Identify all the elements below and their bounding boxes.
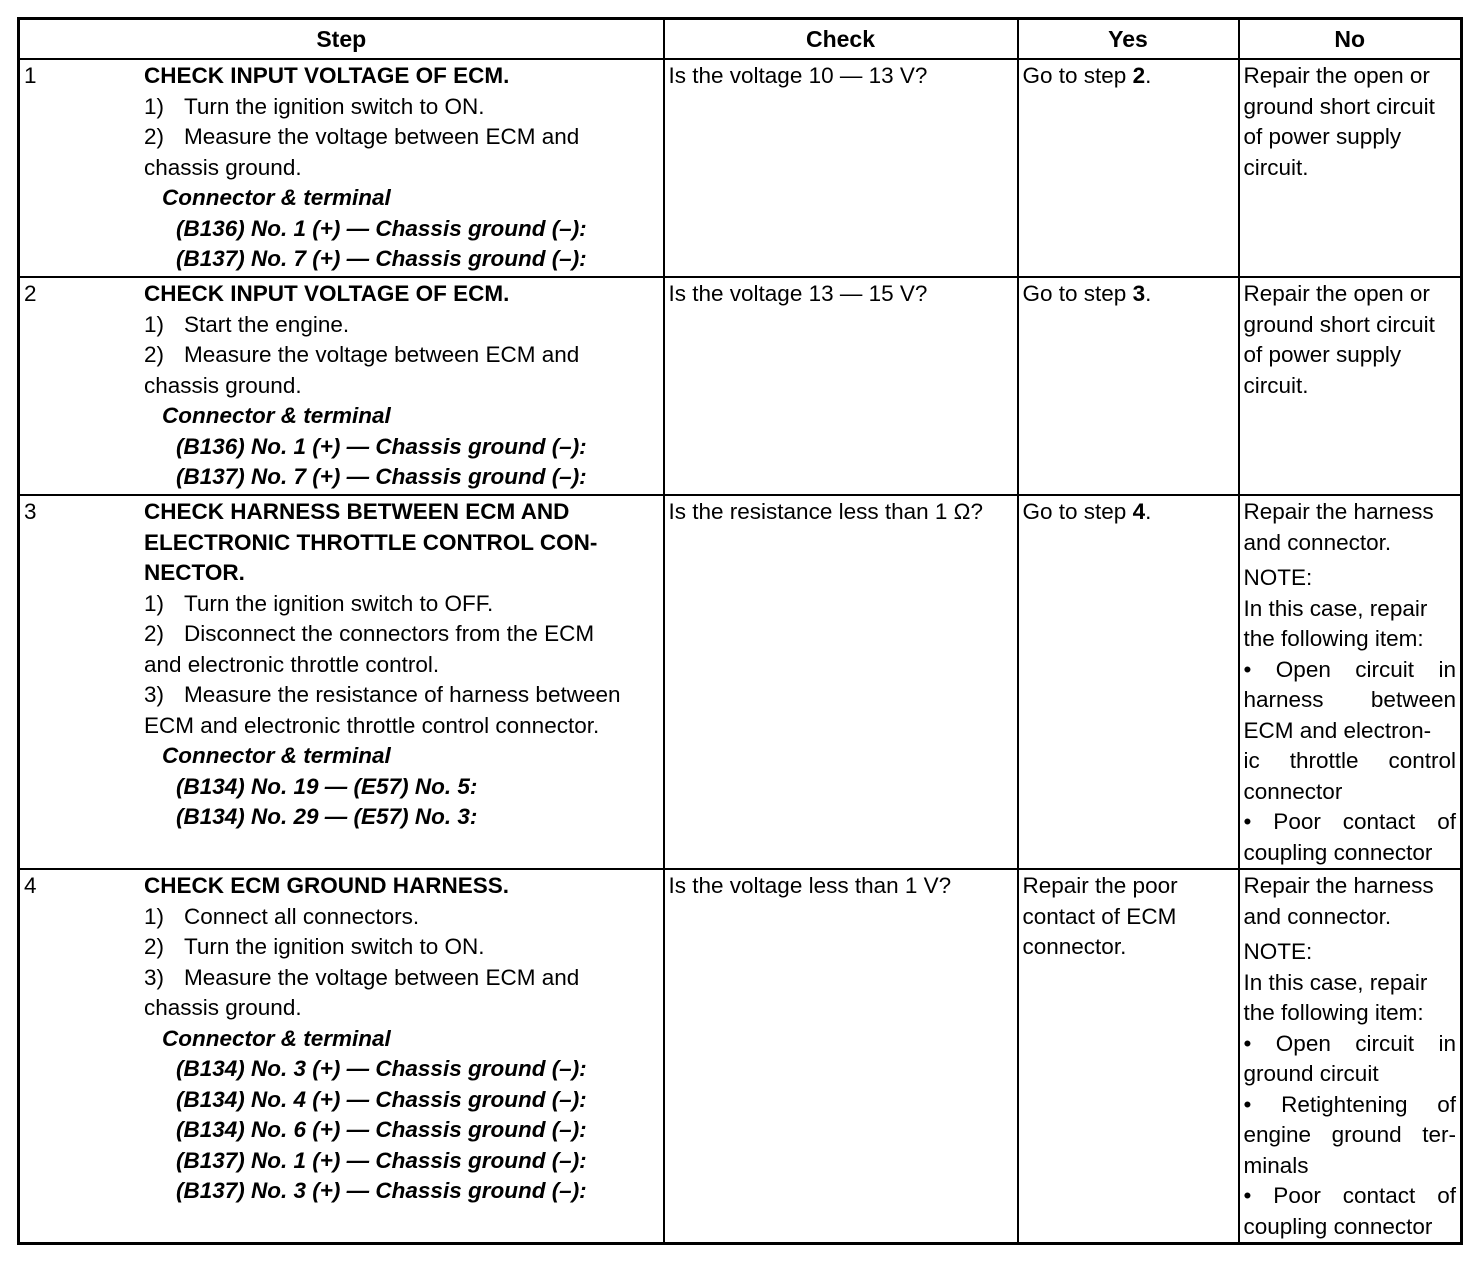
step-title: CHECK ECM GROUND HARNESS. <box>144 873 510 898</box>
no-cell: Repair the open or ground short circuit of power supply circuit. <box>1239 277 1462 495</box>
sub-step: 2) Measure the voltage between ECM and <box>144 124 580 149</box>
sub-step-continuation: chassis ground. <box>144 372 302 398</box>
sub-step-continuation: and electronic throttle control. <box>144 651 440 677</box>
connector-heading: Connector & terminal <box>162 743 391 768</box>
header-row <box>19 19 1462 60</box>
header-step: Step <box>19 19 664 60</box>
note-block: NOTE: In this case, repair the following item: • Open circuit in ground circuit • Retightening of engine ground ter- minals • Poor contact of coupling connector <box>1243 939 1456 1239</box>
yes-cell: Repair the poor contact of ECM connector. <box>1018 869 1239 1244</box>
no-cell: Repair the harness and connector. NOTE: In this case, repair the following item: • Open circuit in harness between ECM and electron- ic throttle control connector • Poor contact of coupling connector <box>1239 495 1462 869</box>
sub-step: 1) Connect all connectors. <box>144 903 420 929</box>
step-number: 1 <box>24 63 37 88</box>
sub-step-continuation: chassis ground. <box>144 154 302 180</box>
connector-heading: Connector & terminal <box>162 403 391 428</box>
diagnostic-table <box>17 17 1463 1245</box>
connector-line: (B137) No. 3 (+) — Chassis ground (–): <box>176 1178 587 1203</box>
step-body <box>144 278 659 493</box>
connector-line: (B137) No. 7 (+) — Chassis ground (–): <box>176 464 587 489</box>
note-label: NOTE: <box>1243 939 1313 964</box>
check-cell: Is the voltage less than 1 V? <box>664 869 1018 1244</box>
step-title: CHECK INPUT VOLTAGE OF ECM. <box>144 281 510 306</box>
step-cell <box>19 59 664 277</box>
table-row-step-4 <box>19 869 1462 1244</box>
no-cell: Repair the open or ground short circuit of power supply circuit. <box>1239 59 1462 277</box>
connector-line: (B134) No. 29 — (E57) No. 3: <box>176 804 478 829</box>
check-cell: Is the voltage 13 — 15 V? <box>664 277 1018 495</box>
table-row-step-2 <box>19 277 1462 495</box>
table-row-step-3 <box>19 495 1462 869</box>
header-check: Check <box>664 19 1018 60</box>
connector-line: (B137) No. 7 (+) — Chassis ground (–): <box>176 246 587 271</box>
step-cell <box>19 277 664 495</box>
step-title: NECTOR. <box>144 560 245 585</box>
header-yes: Yes <box>1018 19 1239 60</box>
table-row-step-1 <box>19 59 1462 277</box>
step-title: CHECK HARNESS BETWEEN ECM AND <box>144 499 570 524</box>
yes-cell: Go to step 2. <box>1018 59 1239 277</box>
yes-cell: Go to step 3. <box>1018 277 1239 495</box>
sub-step: 1) Start the engine. <box>144 311 350 337</box>
step-title: CHECK INPUT VOLTAGE OF ECM. <box>144 63 510 88</box>
sub-step: 1) Turn the ignition switch to ON. <box>144 93 485 119</box>
yes-cell: Go to step 4. <box>1018 495 1239 869</box>
step-body <box>144 60 659 275</box>
connector-heading: Connector & terminal <box>162 1025 391 1051</box>
sub-step: 2) Disconnect the connectors from the ECM <box>144 621 595 646</box>
connector-line: (B134) No. 19 — (E57) No. 5: <box>176 773 478 799</box>
sub-step-continuation: ECM and electronic throttle control connector. <box>144 712 600 738</box>
sub-step: 2) Turn the ignition switch to ON. <box>144 934 485 959</box>
check-cell: Is the voltage 10 — 13 V? <box>664 59 1018 277</box>
step-number: 2 <box>24 281 37 306</box>
step-number: 3 <box>24 499 37 524</box>
connector-line: (B136) No. 1 (+) — Chassis ground (–): <box>176 433 587 459</box>
sub-step: 1) Turn the ignition switch to OFF. <box>144 590 494 616</box>
note-label: NOTE: <box>1243 565 1313 590</box>
no-cell: Repair the harness and connector. NOTE: In this case, repair the following item: • Open circuit in ground circuit • Retightening of engine ground ter- minals • Poor contact of coupling connector <box>1239 869 1462 1244</box>
sub-step: 3) Measure the voltage between ECM and <box>144 964 580 990</box>
connector-line: (B134) No. 3 (+) — Chassis ground (–): <box>176 1056 587 1081</box>
step-body <box>144 870 659 1207</box>
check-cell: Is the resistance less than 1 Ω? <box>664 495 1018 869</box>
connector-line: (B136) No. 1 (+) — Chassis ground (–): <box>176 215 587 241</box>
connector-line: (B134) No. 4 (+) — Chassis ground (–): <box>176 1086 587 1112</box>
sub-step: 3) Measure the resistance of harness between <box>144 682 621 707</box>
connector-heading: Connector & terminal <box>162 185 391 210</box>
sub-step: 2) Measure the voltage between ECM and <box>144 342 580 367</box>
step-body <box>144 496 659 833</box>
step-title: ELECTRONIC THROTTLE CONTROL CON- <box>144 529 598 555</box>
connector-line: (B137) No. 1 (+) — Chassis ground (–): <box>176 1147 587 1173</box>
step-number: 4 <box>24 873 37 898</box>
note-block: NOTE: In this case, repair the following item: • Open circuit in harness between ECM and electron- ic throttle control connector • Poor contact of coupling connector <box>1243 565 1456 865</box>
header-no: No <box>1239 19 1462 60</box>
step-cell <box>19 495 664 869</box>
step-cell <box>19 869 664 1244</box>
sub-step-continuation: chassis ground. <box>144 995 302 1020</box>
connector-line: (B134) No. 6 (+) — Chassis ground (–): <box>176 1117 587 1142</box>
